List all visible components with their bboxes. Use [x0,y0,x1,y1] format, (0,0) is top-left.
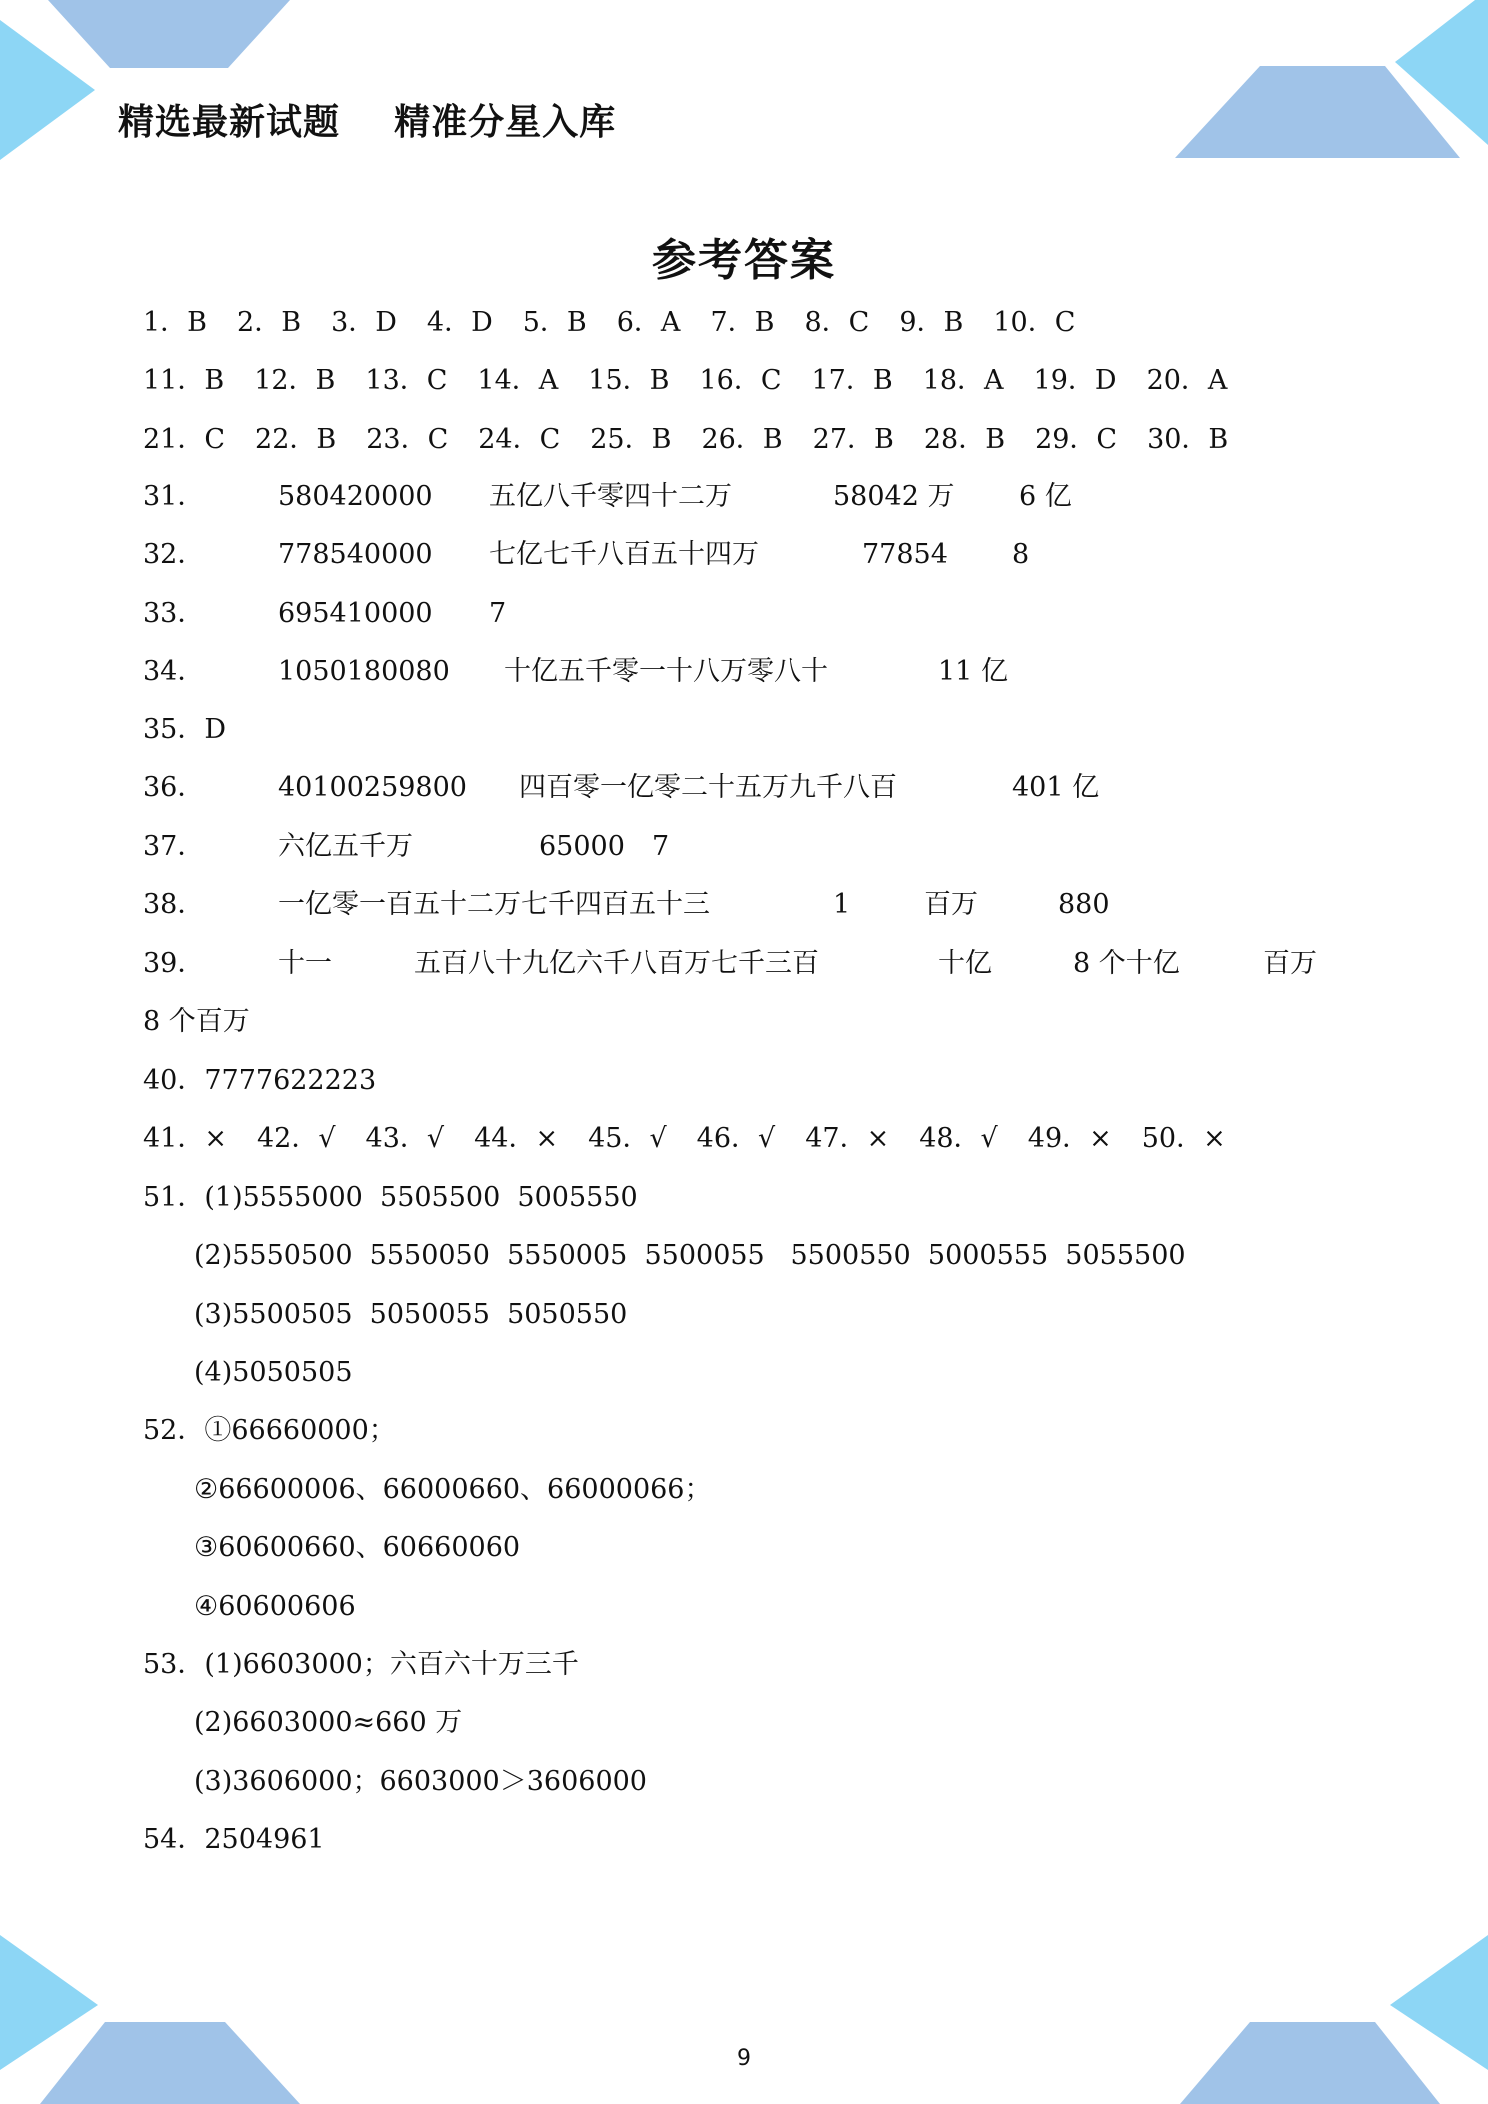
choice-row-2: 11．B 12．B 13．C 14．A 15．B 16．C 17．B 18．A 19．D 20．A [143,365,1228,396]
answer-35: 35．D [143,714,227,745]
answer-51-line-3: (3)5500505 5050055 5050550 [194,1299,628,1330]
answer-52-line-1: 52．①66660000； [143,1415,396,1446]
bottom-left-decoration [0,1930,320,2104]
true-false-row: 41．× 42．√ 43．√ 44．× 45．√ 46．√ 47．× 48．√ 49．× 50．× [143,1123,1226,1154]
answer-51-line-1: 51．(1)5555000 5505500 5005550 [143,1182,638,1213]
answer-39-continued: 8 个百万 [143,1006,250,1037]
answer-52-line-2: ②66600006、66000660、66000066； [194,1474,712,1505]
page-number: 9 [737,2046,751,2071]
bottom-right-decoration [1170,1930,1488,2104]
answer-51-line-4: (4)5050505 [194,1357,353,1388]
page-title: 参考答案 [652,235,836,286]
answer-40: 40．7777622223 [143,1065,377,1096]
answer-52-line-4: ④60600606 [194,1591,356,1622]
answer-51-line-2: (2)5550500 5550050 5550005 5500055 5500550 5000555 5055500 [194,1240,1186,1271]
choice-row-1: 1．B 2．B 3．D 4．D 5．B 6．A 7．B 8．C 9．B 10．C [143,307,1076,338]
answer-52-line-3: ③60600660、60660060 [194,1532,521,1563]
choice-row-3: 21．C 22．B 23．C 24．C 25．B 26．B 27．B 28．B 29．C 30．B [143,424,1229,455]
answer-54: 54．2504961 [143,1824,325,1855]
top-right-decoration [1170,0,1488,170]
header-slogan: 精选最新试题 精准分星入库 [118,102,617,143]
answer-53-line-3: (3)3606000；6603000＞3606000 [194,1766,647,1797]
answer-53-line-1: 53．(1)6603000；六百六十万三千 [143,1649,579,1680]
answer-53-line-2: (2)6603000≈660 万 [194,1707,463,1738]
